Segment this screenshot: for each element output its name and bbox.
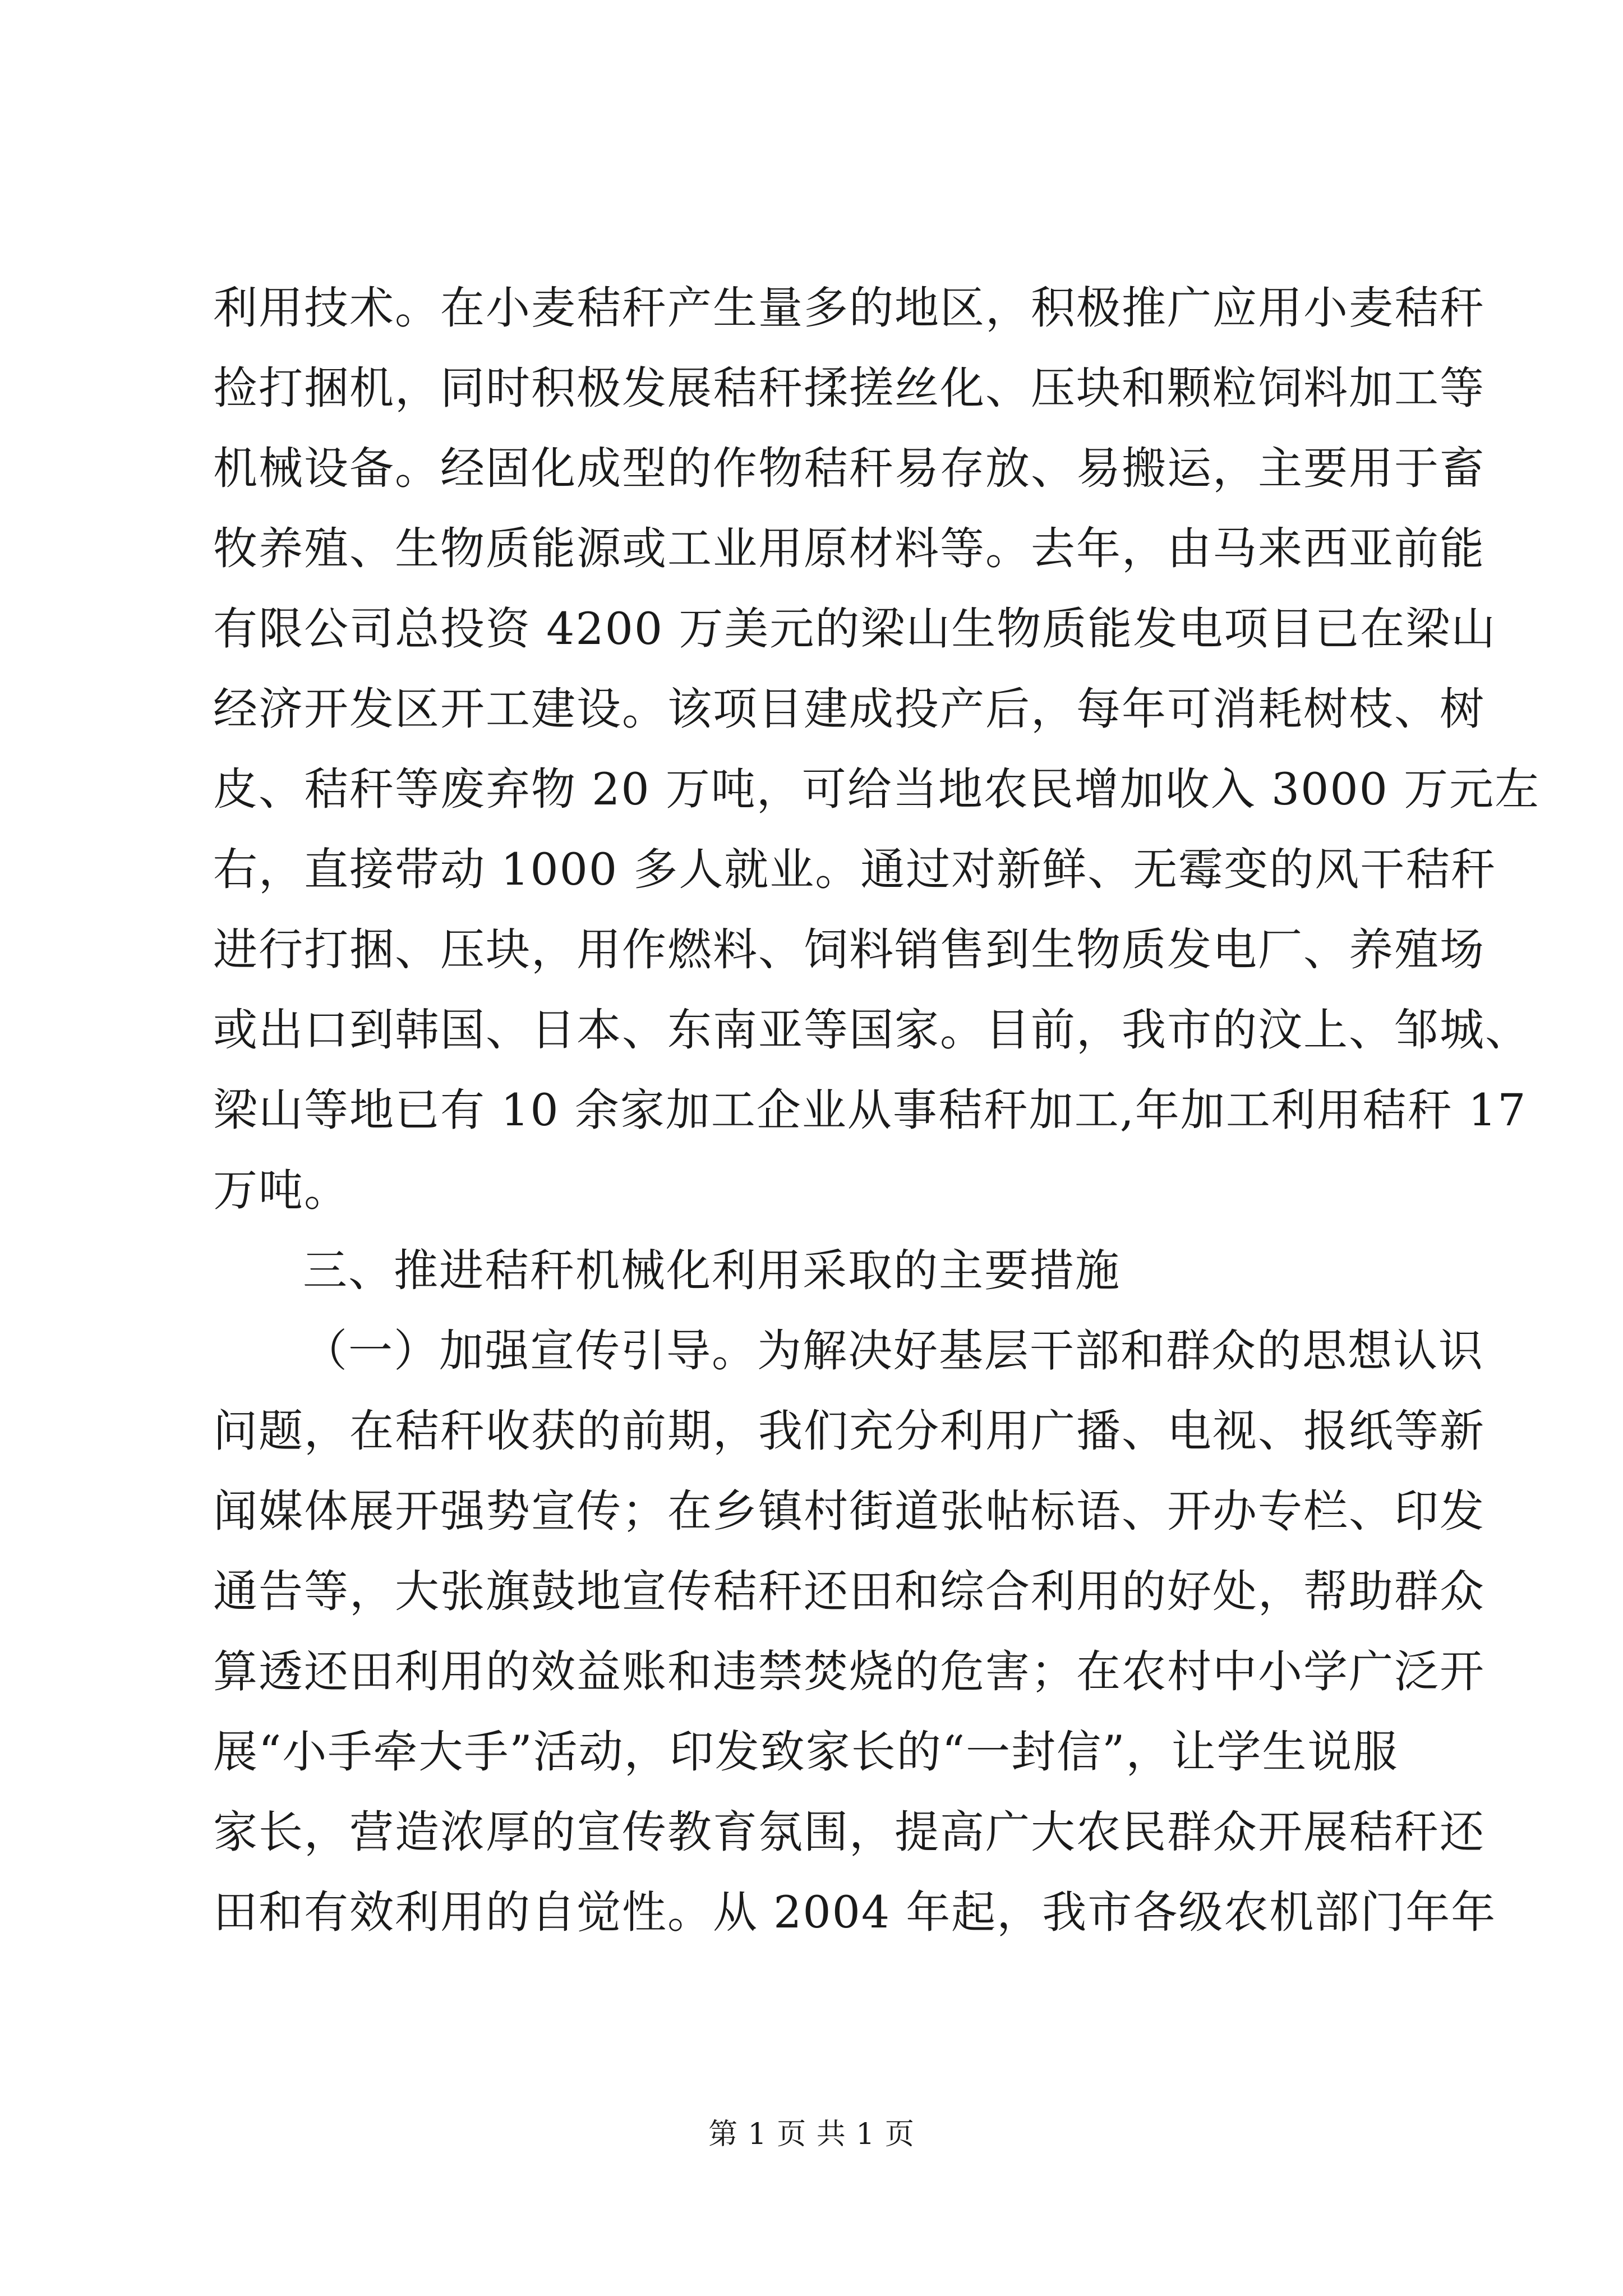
subsection-line: 田和有效利用的自觉性。从 2004 年起，我市各级农机部门年年 <box>213 1887 1497 1938</box>
body-line: 利用技术。在小麦秸秆产生量多的地区，积极推广应用小麦秸秆 <box>213 282 1485 334</box>
body-line: 右，直接带动 1000 多人就业。通过对新鲜、无霉变的风干秸秆 <box>213 844 1497 895</box>
subsection-line: （一）加强宣传引导。为解决好基层干部和群众的思想认识 <box>303 1325 1484 1377</box>
body-line: 捡打捆机，同时积极发展秸秆揉搓丝化、压块和颗粒饲料加工等 <box>213 362 1485 414</box>
subsection-line: 家长，营造浓厚的宣传教育氛围，提高广大农民群众开展秸秆还 <box>213 1806 1485 1858</box>
body-line: 机械设备。经固化成型的作物秸秆易存放、易搬运，主要用于畜 <box>213 443 1485 494</box>
body-line: 皮、秸秆等废弃物 20 万吨，可给当地农民增加收入 3000 万元左 <box>213 763 1541 815</box>
body-line: 万吨。 <box>213 1165 349 1216</box>
body-line: 有限公司总投资 4200 万美元的梁山生物质能发电项目已在梁山 <box>213 603 1497 655</box>
subsection-line: 通告等，大张旗鼓地宣传秸秆还田和综合利用的好处，帮助群众 <box>213 1566 1485 1617</box>
body-line: 或出口到韩国、日本、东南亚等国家。目前，我市的汶上、邹城、 <box>213 1004 1530 1056</box>
subsection-line: 展“小手牵大手”活动，印发致家长的“一封信”，让学生说服 <box>213 1726 1399 1778</box>
body-line: 梁山等地已有 10 余家加工企业从事秸秆加工,年加工利用秸秆 17 <box>213 1084 1527 1136</box>
subsection-line: 闻媒体展开强势宣传；在乡镇村街道张帖标语、开办专栏、印发 <box>213 1485 1485 1537</box>
body-line: 进行打捆、压块，用作燃料、饲料销售到生物质发电厂、养殖场 <box>213 924 1485 976</box>
subsection-line: 算透还田利用的效益账和违禁焚烧的危害；在农村中小学广泛开 <box>213 1646 1485 1697</box>
document-body <box>213 268 1541 1953</box>
section-heading: 三、推进秸秆机械化利用采取的主要措施 <box>303 1245 1121 1296</box>
body-line: 经济开发区开工建设。该项目建成投产后，每年可消耗树枝、树 <box>213 683 1485 735</box>
page-footer: 第 1 页 共 1 页 <box>708 2118 915 2151</box>
subsection-line: 问题，在秸秆收获的前期，我们充分利用广播、电视、报纸等新 <box>213 1405 1485 1457</box>
body-line: 牧养殖、生物质能源或工业用原材料等。去年，由马来西亚前能 <box>213 523 1485 574</box>
